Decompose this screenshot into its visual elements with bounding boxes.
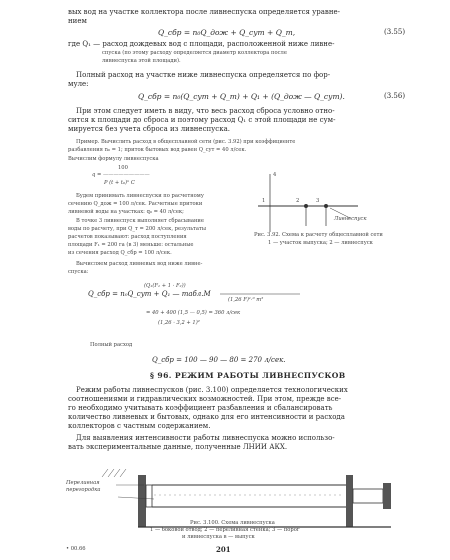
figure-point-2: 2 [296, 198, 300, 204]
figure-label: Ливнеспуск [334, 216, 367, 222]
figure-point-1: 1 [262, 198, 266, 204]
calc-rhs-numerator: (Q₁(F₁ + 1 · F₂)) [144, 283, 186, 289]
example-line: разбавления n₀ = 1; приток бытовых вод равен Q_сут = 40 л/сек. [68, 147, 247, 153]
fraction-bar [220, 293, 300, 295]
section-heading: § 96. РЕЖИМ РАБОТЫ ЛИВНЕСПУСКОВ [150, 371, 346, 380]
total-equation: Q_сбр = 100 — 90 — 80 = 270 л/сек. [152, 356, 286, 364]
left-column-line: площади F₁ = 200 га (в 3) меньше: остальные [68, 242, 194, 248]
left-column-line: Вычисляем расход ливневых вод ниже ливне- [76, 261, 203, 267]
paragraph-line: нием [68, 17, 87, 25]
total-label: Полный расход [90, 342, 133, 348]
calc-second-line: = 40 + 400 (1,5 — 0,5) = 360 л/сек [146, 310, 241, 316]
figure-caption: Рис. 3.92. Схема к расчету общесплавной сети [254, 232, 383, 238]
equation-number: (3.56) [384, 92, 406, 100]
formula-numerator: 100 [118, 165, 128, 171]
left-column-line: Будем принимать ливнеспуски по расчетному [76, 193, 204, 199]
left-column-line: из сечения расход Q_сбр = 100 л/сек. [68, 250, 172, 256]
calc-lhs: Q_сбр = n₀Q_сут + Q₁ — табл.М [88, 290, 211, 298]
paragraph-line: муле: [68, 80, 89, 88]
formula-lhs: q = ————————— [92, 172, 150, 178]
left-column-line: воды по расчету, при Q_т = 200 л/сек, результаты [68, 226, 206, 232]
formula-denominator: P (t + t₀)ⁿ С [104, 180, 135, 186]
paragraph-line: ливнеспуска этой площади). [102, 58, 181, 64]
bottom-figure-legend: и ливнеспуска в — выпуск [182, 534, 255, 540]
calc-second-denominator: (1,26 · 3,2 + 1)² [158, 320, 200, 326]
example-line: Пример. Вычислить расход в общесплавной сети (рис. 3.92) при коэффициенте [76, 139, 296, 145]
paragraph-line: го необходимо учитывать коэффициент разбавления и сбалансировать [68, 404, 333, 412]
paragraph-line: сится к площади до сброса и поэтому расход Q₁ с этой площади не сум- [68, 116, 336, 124]
left-column-line: В точке 3 ливнеспуск выполняет сбрасывание [76, 218, 204, 224]
drawing-label-1: Переливная [66, 480, 100, 486]
paragraph-line: соотношениями и гидравлических возможностей. При этом, прежде все- [68, 395, 342, 403]
page-number: 201 [216, 545, 231, 554]
equation-3-55: Q_сбр = n₀Q_дож + Q_сут + Q_т, [158, 28, 296, 37]
paragraph-line: Для выявления интенсивности работы ливнеспуска можно использо- [76, 434, 335, 442]
drawing-label-2: перегородка [66, 487, 101, 493]
left-column-line: спуска: [68, 269, 89, 275]
paragraph-line: коллекторов с частным содержанием. [68, 422, 211, 430]
figure-point-3: 3 [316, 198, 320, 204]
example-line: Вычислим формулу ливнеспуска [68, 156, 159, 162]
paragraph-line: Полный расход на участке ниже ливнеспуска определяется по фор- [76, 71, 331, 79]
paragraph-line: количество ливневых и бытовых, однако для его интенсивности и расхода [68, 413, 345, 421]
footer-mark: • 00.66 [66, 546, 86, 552]
paragraph-line: Режим работы ливнеспусков (рис. 3.100) определяется технологических [76, 386, 348, 394]
bottom-figure-caption: Рис. 3.100. Схема ливнеспуска [190, 520, 275, 526]
left-column-line: расчетов показывают: расход поступления [68, 234, 187, 240]
equation-number: (3.55) [384, 28, 406, 36]
paragraph-line: При этом следует иметь в виду, что весь расход сброса условно отно- [76, 107, 335, 115]
paragraph-line: вых вод на участке коллектора после ливнеспуска определяется уравне- [68, 8, 341, 16]
paragraph-line: спуска (по этому расходу определяется диаметр коллектора после [102, 50, 287, 56]
left-column-line: сечению Q_дож = 100 л/сек. Расчетные притоки [68, 201, 203, 207]
calc-rhs-denominator: (1,26 F)¹·⁰ m² [228, 297, 264, 303]
paragraph-line: вать экспериментальные данные, полученные ЛНИИ АКХ. [68, 443, 288, 451]
figure-caption-legend: 1 — участок выпуска; 2 — ливнеспуск [268, 240, 373, 246]
sewer-scheme-figure [246, 170, 406, 240]
equation-3-56: Q_сбр = n₀(Q_сут + Q_т) + Q₁ + (Q_дож — Q_сут). [138, 92, 345, 101]
left-column-line: ливневой воды на участках: q₀ = 40 л/сек; [68, 209, 184, 215]
paragraph-line: мируется без учета сброса из ливнеспуска. [68, 125, 230, 133]
paragraph-line: где Q₁ — расход дождевых вод с площади, расположенной ниже ливне- [68, 40, 335, 48]
bottom-figure-legend: 1 — боковой отвод; 2 — переливная стенка; 3 — порог [150, 527, 300, 533]
figure-point-4: 4 [273, 172, 277, 178]
